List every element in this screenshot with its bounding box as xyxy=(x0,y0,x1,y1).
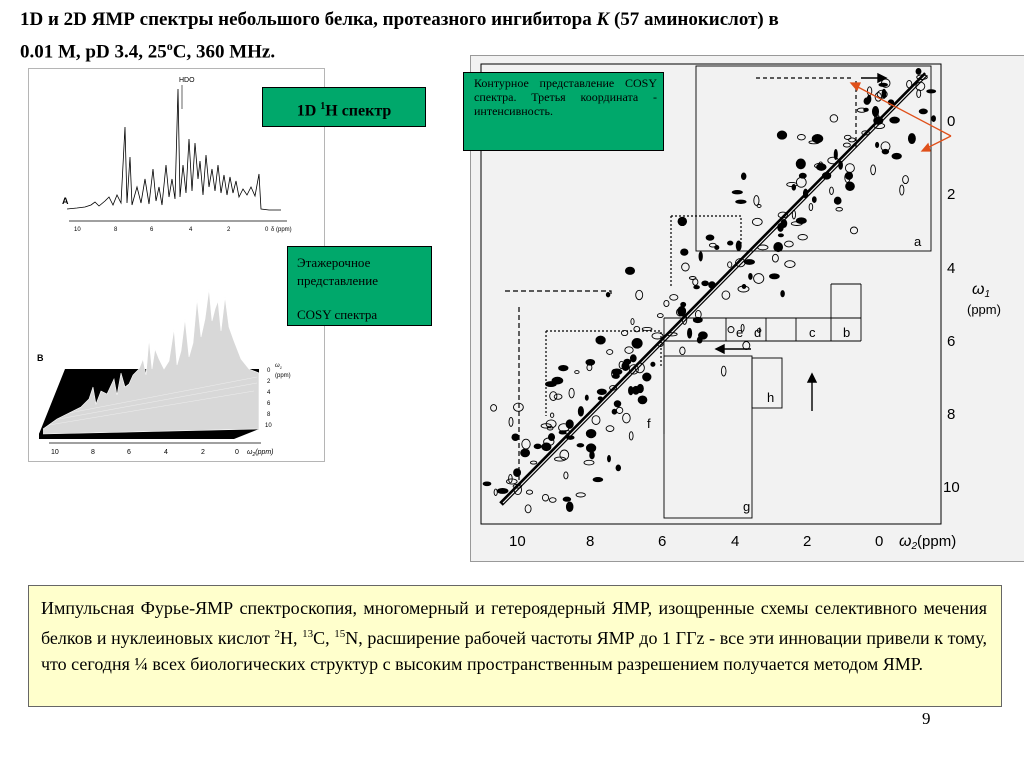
cosy-w1-label: ω1 xyxy=(972,281,991,300)
cosy-crosspeak xyxy=(781,291,785,297)
cosy-crosspeak xyxy=(630,355,636,362)
w2-tick-10: 10 xyxy=(51,449,59,456)
region-label-c: c xyxy=(809,325,816,340)
cosy-crosspeak xyxy=(638,396,647,404)
cosy-crosspeak xyxy=(596,336,605,344)
orange-arrow-1-head xyxy=(851,83,860,90)
label-a: A xyxy=(62,196,69,206)
cosy-crosspeak xyxy=(577,444,584,447)
w2-tick-0: 0 xyxy=(235,449,239,456)
cosy-crosspeak xyxy=(777,131,786,139)
w2-tick-8: 8 xyxy=(91,449,95,456)
cosy-crosspeak xyxy=(890,117,900,123)
label-1d-sup: 1 xyxy=(320,101,326,112)
cosy-crosspeak xyxy=(678,217,687,225)
cosy-crosspeak xyxy=(521,449,530,457)
region-label-a: a xyxy=(914,234,922,249)
cosy-crosspeak xyxy=(548,434,554,441)
spectrum-1d-axis xyxy=(69,221,292,233)
stacked-w1-axis xyxy=(265,363,291,429)
cosy-crosspeak xyxy=(876,142,879,147)
cosy-crosspeak xyxy=(491,405,497,412)
orange-arrows xyxy=(851,83,951,151)
cosy-crosspeak xyxy=(770,274,780,279)
hdo-label: HDO xyxy=(179,77,195,84)
left-spectra-figure xyxy=(29,69,324,461)
arrow-left-head xyxy=(716,345,724,353)
w1-tick-2: 2 xyxy=(267,379,271,385)
cosy-crosspeak xyxy=(567,436,575,440)
cosy-crosspeak xyxy=(555,457,566,461)
stacked-w2-label: $\omega_2(ppm)$ xyxy=(247,449,274,458)
cosy-region-labels xyxy=(647,234,922,514)
cosy-crosspeak xyxy=(483,482,491,486)
cosy-crosspeak xyxy=(828,157,839,164)
cosy-crosspeak xyxy=(754,274,764,284)
cosy-crosspeak xyxy=(839,161,843,169)
page-number: 9 xyxy=(922,709,931,728)
cosy-crosspeak xyxy=(612,409,617,414)
cosy-crosspeak xyxy=(736,200,746,203)
cosy-crosspeak xyxy=(598,397,602,400)
cosy-crosspeak xyxy=(785,261,795,268)
stacked-plot xyxy=(37,289,291,458)
cosy-y-tick-2: 2 xyxy=(947,186,956,203)
cosy-crosspeak xyxy=(576,493,585,497)
cosy-crosspeak xyxy=(613,374,620,379)
region-label-g: g xyxy=(743,499,751,514)
cosy-crosspeak xyxy=(830,187,834,194)
cosy-y-tick-8: 8 xyxy=(947,406,956,423)
cosy-crosspeak xyxy=(758,245,768,250)
cosy-crosspeak xyxy=(606,426,614,432)
cosy-x-tick-2: 2 xyxy=(803,533,812,550)
cosy-crosspeak xyxy=(752,218,762,225)
label-1d-text-a: 1D xyxy=(296,102,321,120)
cosy-crosspeak xyxy=(586,359,595,365)
cosy-crosspeak xyxy=(774,243,783,252)
cosy-crosspeak xyxy=(584,460,594,465)
cosy-crosspeak xyxy=(569,388,574,398)
cosy-crosspeak xyxy=(497,488,508,493)
cosy-crosspeak xyxy=(624,359,631,364)
region-label-e: e xyxy=(736,325,744,340)
cosy-crosspeak xyxy=(812,197,816,203)
title-text-2-end: C, 360 MHz. xyxy=(172,41,276,63)
tick-1d-0: 0 xyxy=(265,227,269,233)
cosy-crosspeak xyxy=(850,227,857,234)
w1-tick-0: 0 xyxy=(267,368,271,374)
cosy-crosspeak xyxy=(834,197,841,204)
cosy-crosspeak xyxy=(799,173,806,178)
spectrum-1d xyxy=(62,77,292,233)
cosy-crosspeak xyxy=(534,444,541,449)
title-text-1: 1D и 2D ЯМР спектры небольшого белка, протеазного ингибитора xyxy=(20,9,597,30)
w1-tick-4: 4 xyxy=(267,390,271,396)
label-stacked-plot xyxy=(287,246,432,326)
cosy-crosspeak xyxy=(636,290,643,299)
w2-tick-4: 4 xyxy=(164,449,168,456)
w1-tick-8: 8 xyxy=(267,412,271,418)
cosy-crosspeak xyxy=(728,327,734,333)
cosy-crosspeak xyxy=(798,235,807,240)
cosy-crosspeak xyxy=(494,489,497,495)
summary-sup-13c: 13 xyxy=(302,628,314,640)
cosy-crosspeak xyxy=(798,135,806,140)
cosy-crosspeak xyxy=(702,281,709,286)
cosy-crosspeak xyxy=(616,465,621,471)
label-b: B xyxy=(37,353,44,363)
cosy-w2-label: ω2(ppm) xyxy=(899,533,957,552)
cosy-crosspeak xyxy=(585,395,588,400)
cosy-crosspeak xyxy=(792,210,795,219)
tick-1d-4: 4 xyxy=(189,227,193,233)
cosy-crosspeak xyxy=(586,444,595,452)
title-text-1-end: (57 аминокислот) в xyxy=(609,9,779,30)
cosy-crosspeak xyxy=(559,365,568,370)
title-text-2: 0.01 М, pD 3.4, 25 xyxy=(20,41,167,63)
tick-1d-unit: δ (ppm) xyxy=(271,227,292,233)
cosy-crosspeak xyxy=(732,191,742,194)
cosy-crosspeak xyxy=(607,350,613,355)
cosy-crosspeak xyxy=(616,407,622,413)
contour-label-text: Контурное представление COSY спектра. Третья координата - интенсивность. xyxy=(474,76,657,118)
orange-arrow-2-head xyxy=(922,144,930,151)
stacked-label-line1: Этажерочное xyxy=(297,255,371,270)
cosy-crosspeak xyxy=(772,254,778,262)
cosy-crosspeak xyxy=(844,135,851,139)
cosy-crosspeak xyxy=(681,249,688,255)
cosy-crosspeak xyxy=(688,328,692,338)
summary-text-box xyxy=(28,585,1002,707)
cosy-crosspeak xyxy=(670,295,678,301)
region-label-d: d xyxy=(754,325,762,340)
cosy-crosspeak xyxy=(846,182,855,191)
cosy-crosspeak xyxy=(564,472,568,479)
cosy-crosspeak xyxy=(693,279,698,286)
cosy-crosspeak xyxy=(900,185,904,195)
cosy-x-tick-10: 10 xyxy=(509,533,526,550)
summary-text-2: H, xyxy=(280,628,303,648)
cosy-crosspeak xyxy=(778,223,784,231)
cosy-crosspeak xyxy=(830,115,838,122)
cosy-crosspeak xyxy=(907,80,912,88)
cosy-crosspeak xyxy=(845,164,854,173)
label-1d-spectrum xyxy=(262,87,426,127)
cosy-crosspeak xyxy=(785,241,794,247)
cosy-crosspeak xyxy=(872,107,878,117)
stacked-label-line2: представление xyxy=(297,273,378,288)
region-label-h: h xyxy=(767,390,775,405)
cosy-crosspeak xyxy=(796,159,805,169)
stacked-label-line3: COSY спектра xyxy=(297,307,378,322)
cosy-crosspeak xyxy=(554,394,562,399)
cosy-crosspeak xyxy=(575,371,579,374)
cosy-crosspeak xyxy=(592,416,600,425)
cosy-crosspeak xyxy=(542,443,551,451)
cosy-crosspeak xyxy=(879,83,888,86)
cosy-crosspeak xyxy=(796,177,806,187)
stacked-w1-label: $\omega_1$ xyxy=(275,363,282,370)
cosy-crosspeak xyxy=(597,389,606,394)
cosy-crosspeak xyxy=(843,143,850,147)
cosy-crosspeak xyxy=(566,502,573,512)
cosy-crosspeak xyxy=(578,407,583,417)
cosy-crosspeak xyxy=(657,314,663,318)
cosy-crosspeak xyxy=(550,413,553,417)
cosy-crosspeak xyxy=(694,286,700,289)
cosy-crosspeak xyxy=(699,332,708,339)
cosy-crosspeak xyxy=(606,293,610,297)
cosy-crosspeak xyxy=(919,109,927,114)
cosy-crosspeak xyxy=(560,450,569,460)
cosy-crosspeak xyxy=(721,366,726,376)
cosy-y-tick-0: 0 xyxy=(947,113,956,130)
cosy-crosspeak xyxy=(552,377,563,384)
cosy-crosspeak xyxy=(744,260,754,265)
cosy-crosspeak xyxy=(699,252,702,261)
cosy-crosspeak xyxy=(803,189,807,198)
cosy-w1-axis xyxy=(943,113,1001,496)
cosy-crosspeak xyxy=(722,291,730,299)
cosy-regions xyxy=(664,66,931,518)
cosy-crosspeak xyxy=(682,263,690,271)
cosy-crosspeak xyxy=(614,401,621,407)
tick-1d-8: 8 xyxy=(114,227,118,233)
cosy-crosspeak xyxy=(509,417,513,426)
cosy-crosspeak xyxy=(908,134,915,144)
cosy-x-tick-8: 8 xyxy=(586,533,595,550)
cosy-crosspeak xyxy=(593,478,603,482)
stacked-w2-axis xyxy=(49,443,274,458)
cosy-crosspeak xyxy=(549,498,556,503)
tick-1d-6: 6 xyxy=(150,227,154,233)
cosy-crosspeak xyxy=(822,172,830,179)
cosy-crosspeak xyxy=(916,68,921,74)
cosy-crosspeak xyxy=(608,456,611,462)
cosy-crosspeak xyxy=(643,373,651,381)
cosy-x-tick-0: 0 xyxy=(875,533,884,550)
left-spectra-panel xyxy=(28,68,325,462)
tick-1d-2: 2 xyxy=(227,227,231,233)
cosy-crosspeak xyxy=(525,505,531,513)
cosy-crosspeak xyxy=(871,165,876,175)
summary-sup-2h: 2 xyxy=(274,628,280,640)
stacked-w1-unit: (ppm) xyxy=(275,373,291,379)
cosy-crosspeak xyxy=(522,439,530,449)
cosy-crosspeak xyxy=(903,176,909,184)
cosy-crosspeak xyxy=(629,386,634,394)
cosy-crosspeak xyxy=(680,347,685,355)
cosy-crosspeak xyxy=(642,327,652,330)
cosy-crosspeak xyxy=(563,497,571,501)
cosy-crosspeak xyxy=(932,116,936,122)
cosy-crosspeak xyxy=(741,173,746,180)
summary-text-4: N, расширение рабочей частоты ЯМР до 1 ГГz - все эти инновации привели к тому, что сегодня ¼ всех биологических структур с высоким пространственным разрешением получается методом ЯМР. xyxy=(41,628,988,674)
cosy-y-tick-6: 6 xyxy=(947,333,956,350)
cosy-crosspeak xyxy=(530,461,536,464)
cosy-crosspeak xyxy=(566,420,573,429)
w1-tick-10: 10 xyxy=(265,423,272,429)
guide-dashed-1 xyxy=(505,291,611,296)
arrow-up-head xyxy=(808,374,816,382)
cosy-crosspeak xyxy=(542,494,548,501)
region-label-b: b xyxy=(843,325,851,340)
cosy-crosspeak xyxy=(917,90,921,98)
cosy-w1-unit: (ppm) xyxy=(967,302,1001,317)
cosy-crosspeak xyxy=(845,172,852,179)
cosy-crosspeak xyxy=(892,153,901,159)
cosy-crosspeak xyxy=(586,429,596,437)
region-box-g xyxy=(664,356,752,518)
summary-text-3: C, xyxy=(313,628,335,648)
title-k: K xyxy=(596,9,610,30)
cosy-crosspeak xyxy=(512,434,519,441)
cosy-crosspeak xyxy=(625,347,633,354)
tick-1d-10: 10 xyxy=(74,227,81,233)
summary-sup-15n: 15 xyxy=(334,628,346,640)
region-label-f: f xyxy=(647,416,651,431)
cosy-crosspeak xyxy=(778,234,783,237)
cosy-w2-axis xyxy=(509,533,956,552)
cosy-crosspeak xyxy=(864,98,870,105)
cosy-crosspeak xyxy=(526,490,532,494)
cosy-crosspeak xyxy=(809,203,813,210)
cosy-crosspeak xyxy=(632,338,642,348)
cosy-x-tick-4: 4 xyxy=(731,533,740,550)
cosy-crosspeak xyxy=(664,300,669,306)
summary-text-1: Импульсная Фурье-ЯМР спектроскопия, многомерный и гетероядерный ЯМР, изощренные схемы селективного мечения белков и нуклеиновых кислот xyxy=(41,598,987,648)
label-1d-text-b: H спектр xyxy=(325,102,392,120)
cosy-crosspeak xyxy=(728,262,732,268)
cosy-crosspeak xyxy=(715,246,719,250)
cosy-crosspeak xyxy=(623,413,631,423)
cosy-crosspeak xyxy=(706,235,714,240)
cosy-crosspeak xyxy=(836,208,843,212)
cosy-crosspeak xyxy=(849,138,856,142)
label-contour-plot xyxy=(463,72,664,151)
cosy-crosspeak xyxy=(625,267,634,274)
cosy-crosspeak xyxy=(709,282,716,289)
cosy-crosspeak xyxy=(678,307,686,316)
cosy-y-tick-4: 4 xyxy=(947,260,956,277)
cosy-crosspeak xyxy=(637,384,643,392)
title-degree: o xyxy=(166,39,173,53)
cosy-crosspeak xyxy=(629,432,633,440)
cosy-y-tick-10: 10 xyxy=(943,479,960,496)
w1-tick-6: 6 xyxy=(267,401,271,407)
cosy-crosspeak xyxy=(792,184,796,190)
cosy-x-tick-6: 6 xyxy=(658,533,667,550)
cosy-crosspeak xyxy=(749,273,753,279)
cosy-crosspeak xyxy=(728,241,733,245)
w2-tick-6: 6 xyxy=(127,449,131,456)
w2-tick-2: 2 xyxy=(201,449,205,456)
cosy-crosspeak xyxy=(631,319,634,325)
cosy-crosspeak xyxy=(796,218,806,224)
cosy-crosspeak xyxy=(651,362,655,366)
cosy-crosspeak xyxy=(754,196,759,206)
